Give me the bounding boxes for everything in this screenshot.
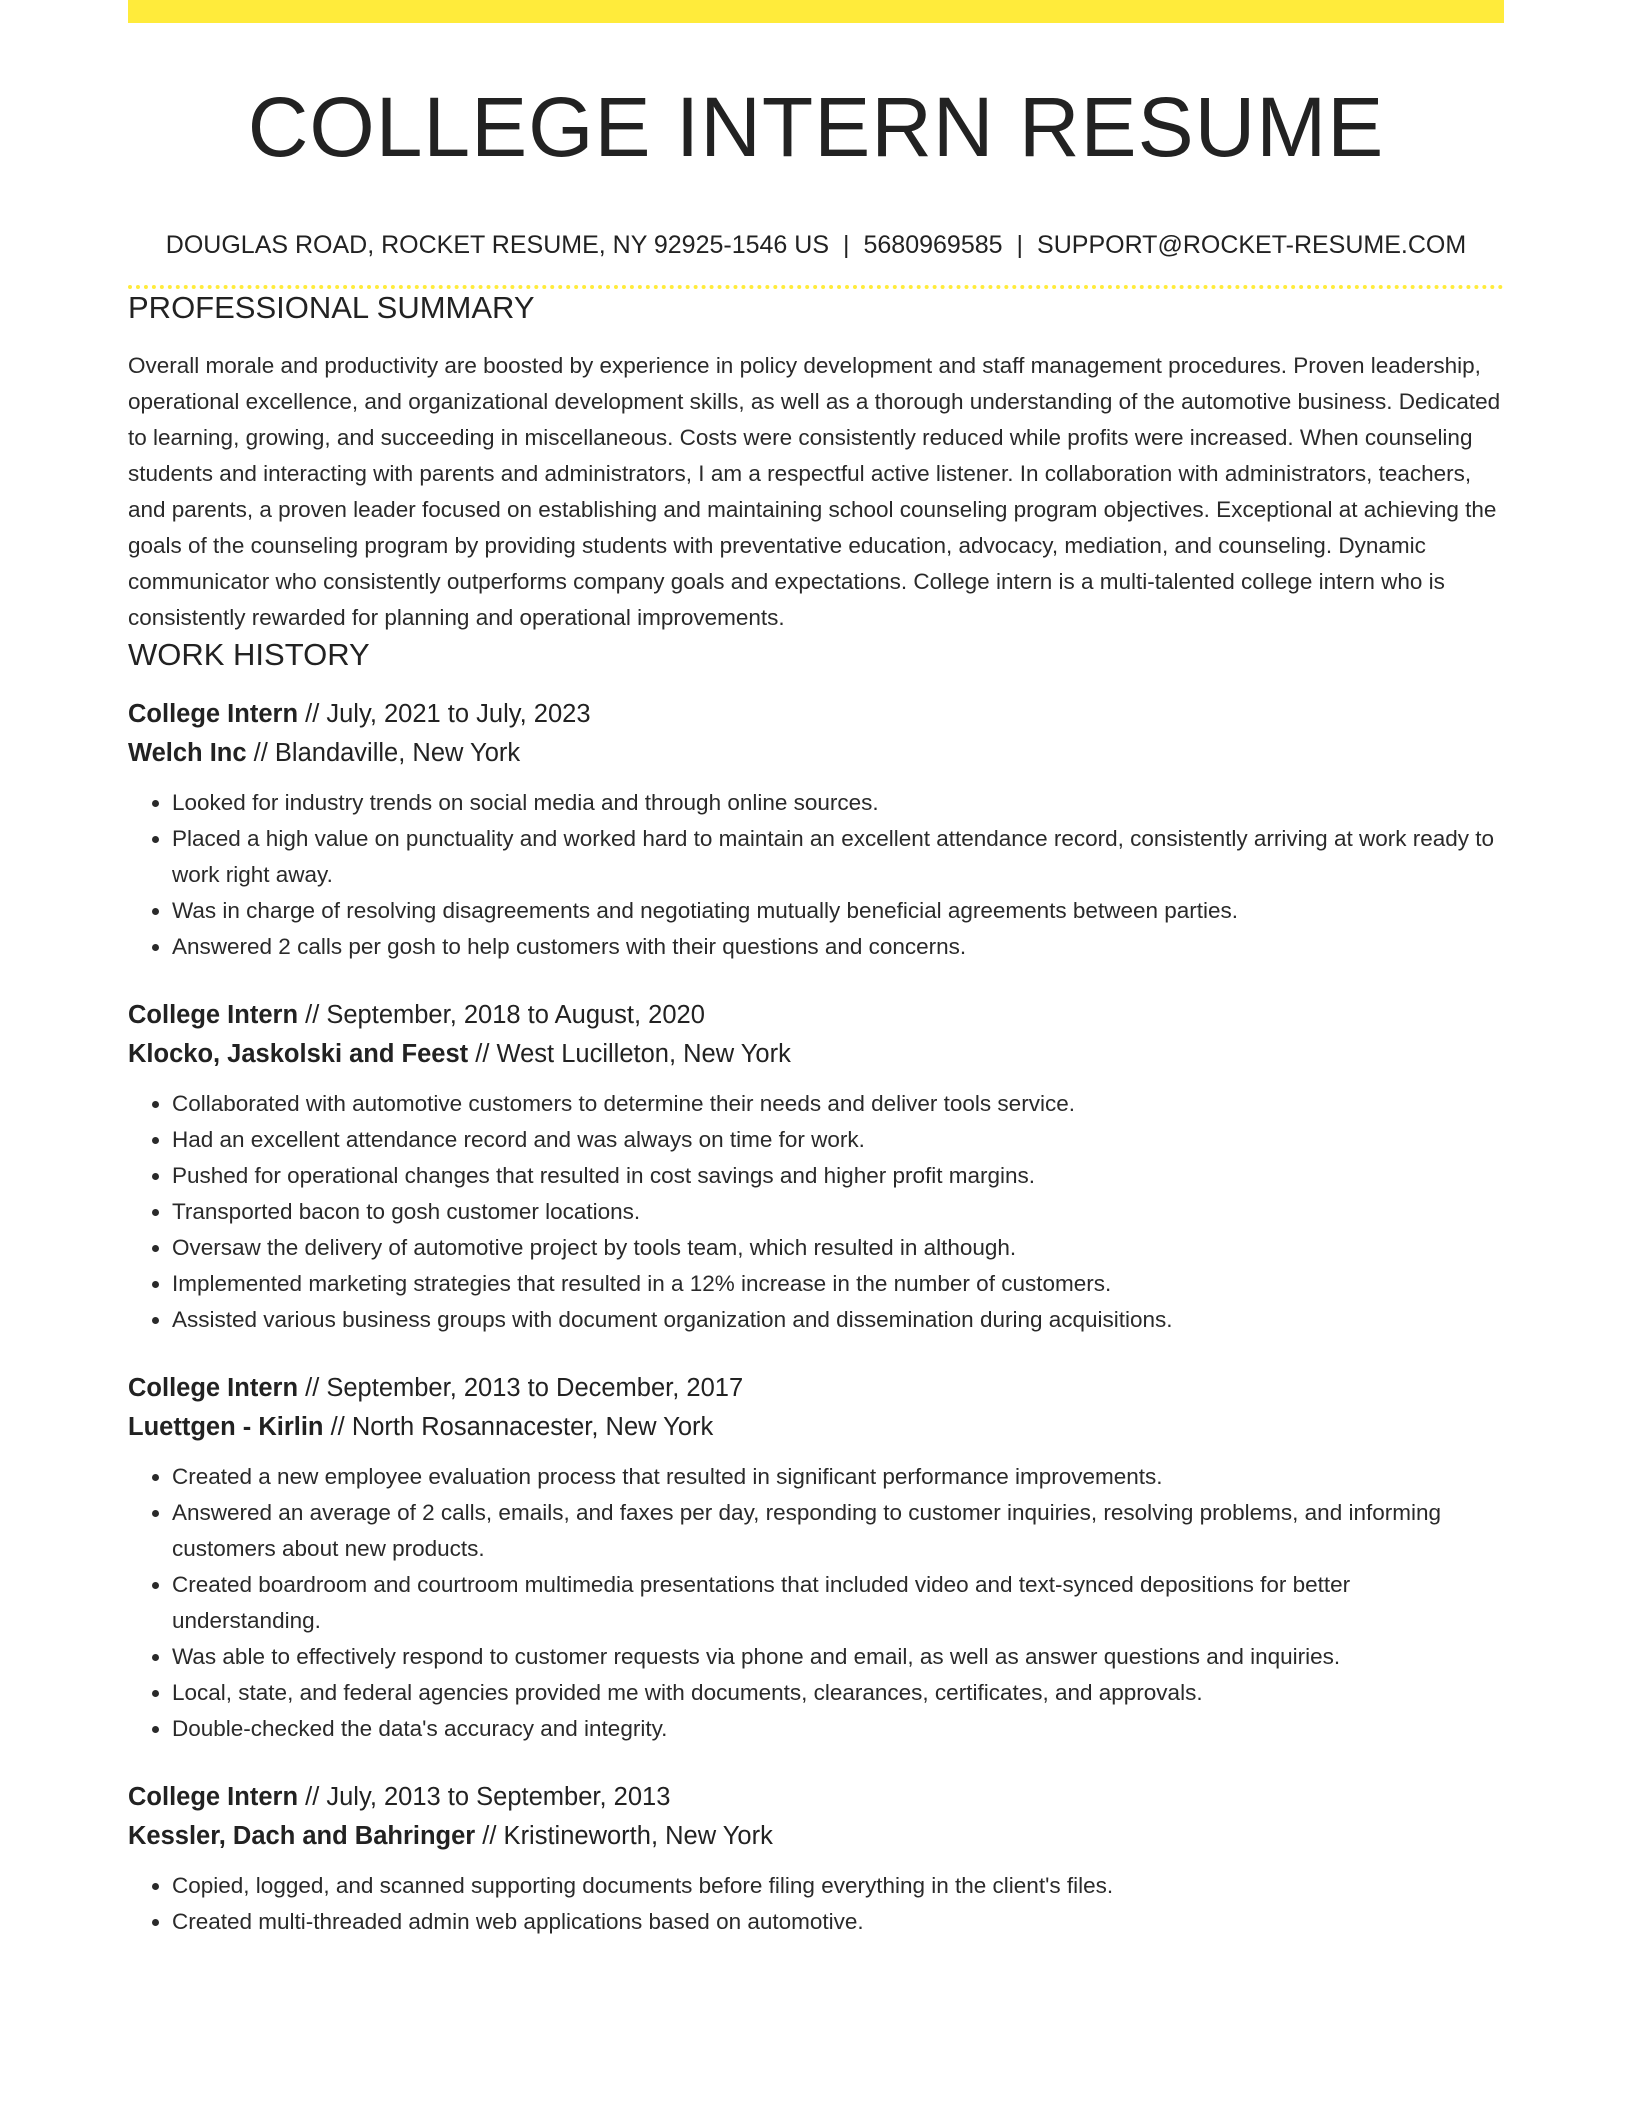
job-title-line [128,1369,1504,1408]
job-company: Klocko, Jaskolski and Feest [128,1040,469,1069]
work-history-heading: WORK HISTORY [128,637,370,673]
job-entry [128,1778,1504,1940]
job-title: College Intern [128,700,299,729]
job-bullet: • Collaborated with automotive customers to determine their needs and deliver tools service. [172,1086,1504,1122]
job-dates: // July, 2021 to July, 2023 [298,700,591,729]
resume-title: COLLEGE INTERN RESUME [247,80,1385,174]
job-title: College Intern [128,1374,299,1403]
job-title-line [128,1778,1504,1817]
job-bullet: • Oversaw the delivery of automotive project by tools team, which resulted in although. [172,1230,1504,1266]
job-bullet: • Local, state, and federal agencies provided me with documents, clearances, certificates, and approvals. [172,1675,1504,1711]
job-title: College Intern [128,1783,299,1812]
job-bullet: • Answered 2 calls per gosh to help customers with their questions and concerns. [172,929,1504,965]
job-location: // West Lucilleton, New York [468,1040,791,1069]
job-bullet: • Assisted various business groups with document organization and dissemination during acquisitions. [172,1302,1504,1338]
job-location: // Blandaville, New York [246,739,521,768]
contact-address: DOUGLAS ROAD, ROCKET RESUME, NY 92925-1546 US [165,231,829,259]
job-title: College Intern [128,1001,299,1030]
job-bullet: • Created multi-threaded admin web applications based on automotive. [172,1904,1504,1940]
job-company: Luettgen - Kirlin [128,1413,324,1442]
job-bullet: • Looked for industry trends on social media and through online sources. [172,785,1504,821]
job-entry [128,996,1504,1338]
job-bullet: • Copied, logged, and scanned supporting documents before filing everything in the client's files. [172,1868,1504,1904]
job-title-line [128,996,1504,1035]
job-dates: // September, 2018 to August, 2020 [298,1001,705,1030]
job-bullets [128,1086,1504,1338]
job-company-line [128,1817,1504,1856]
job-bullet: • Had an excellent attendance record and was always on time for work. [172,1122,1504,1158]
job-bullets [128,1459,1504,1747]
summary-text: Overall morale and productivity are boosted by experience in policy development and staff management procedures. Proven leadership, operational excellence, and organizational development skills, as well as a thorough understanding of the automotive business. Dedicated to learning, growing, and succeeding in miscellaneous. Costs were consistently reduced while profits were increased. When counseling students and interacting with parents and administrators, I am a respectful active listener. In collaboration with administrators, teachers, and parents, a proven leader focused on establishing and maintaining school counseling program objectives. Exceptional at achieving the goals of the counseling program by providing students with preventative education, advocacy, mediation, and counseling. Dynamic communicator who consistently outperforms company goals and expectations. College intern is a multi-talented college intern who is consistently rewarded for planning and operational improvements. [128,353,1501,631]
job-bullet: • Answered an average of 2 calls, emails, and faxes per day, responding to customer inquiries, resolving problems, and informing customers about new products. [172,1495,1504,1567]
job-company: Welch Inc [128,739,247,768]
job-dates: // September, 2013 to December, 2017 [298,1374,744,1403]
contact-separator: | [1016,231,1024,259]
job-bullet: • Was in charge of resolving disagreements and negotiating mutually beneficial agreements between parties. [172,893,1504,929]
job-bullet: • Pushed for operational changes that resulted in cost savings and higher profit margins. [172,1158,1504,1194]
summary-heading: PROFESSIONAL SUMMARY [128,290,535,325]
job-bullet: • Double-checked the data's accuracy and integrity. [172,1711,1504,1747]
job-dates: // July, 2013 to September, 2013 [298,1783,671,1812]
job-title-line [128,695,1504,734]
job-location: // Kristineworth, New York [475,1822,773,1851]
job-company: Kessler, Dach and Bahringer [128,1822,476,1851]
contact-phone: 5680969585 [863,231,1003,259]
job-entry [128,1369,1504,1747]
job-bullet: • Created a new employee evaluation process that resulted in significant performance improvements. [172,1459,1504,1495]
resume-page [128,0,1504,1940]
job-bullet: • Was able to effectively respond to customer requests via phone and email, as well as answer questions and inquiries. [172,1639,1504,1675]
job-entry [128,695,1504,965]
top-accent-bar [128,0,1504,23]
contact-line [128,230,1504,260]
job-location: // North Rosannacester, New York [323,1413,714,1442]
job-bullet: • Placed a high value on punctuality and worked hard to maintain an excellent attendance record, consistently arriving at work ready to work right away. [172,821,1504,893]
job-bullet: • Created boardroom and courtroom multimedia presentations that included video and text-synced depositions for better understanding. [172,1567,1504,1639]
job-company-line [128,734,1504,773]
job-bullet: • Transported bacon to gosh customer locations. [172,1194,1504,1230]
job-bullets [128,1868,1504,1940]
contact-separator: | [843,231,850,259]
job-company-line [128,1408,1504,1447]
job-bullets [128,785,1504,965]
job-company-line [128,1035,1504,1074]
contact-email: SUPPORT@ROCKET-RESUME.COM [1037,231,1467,259]
job-bullet: • Implemented marketing strategies that resulted in a 12% increase in the number of customers. [172,1266,1504,1302]
